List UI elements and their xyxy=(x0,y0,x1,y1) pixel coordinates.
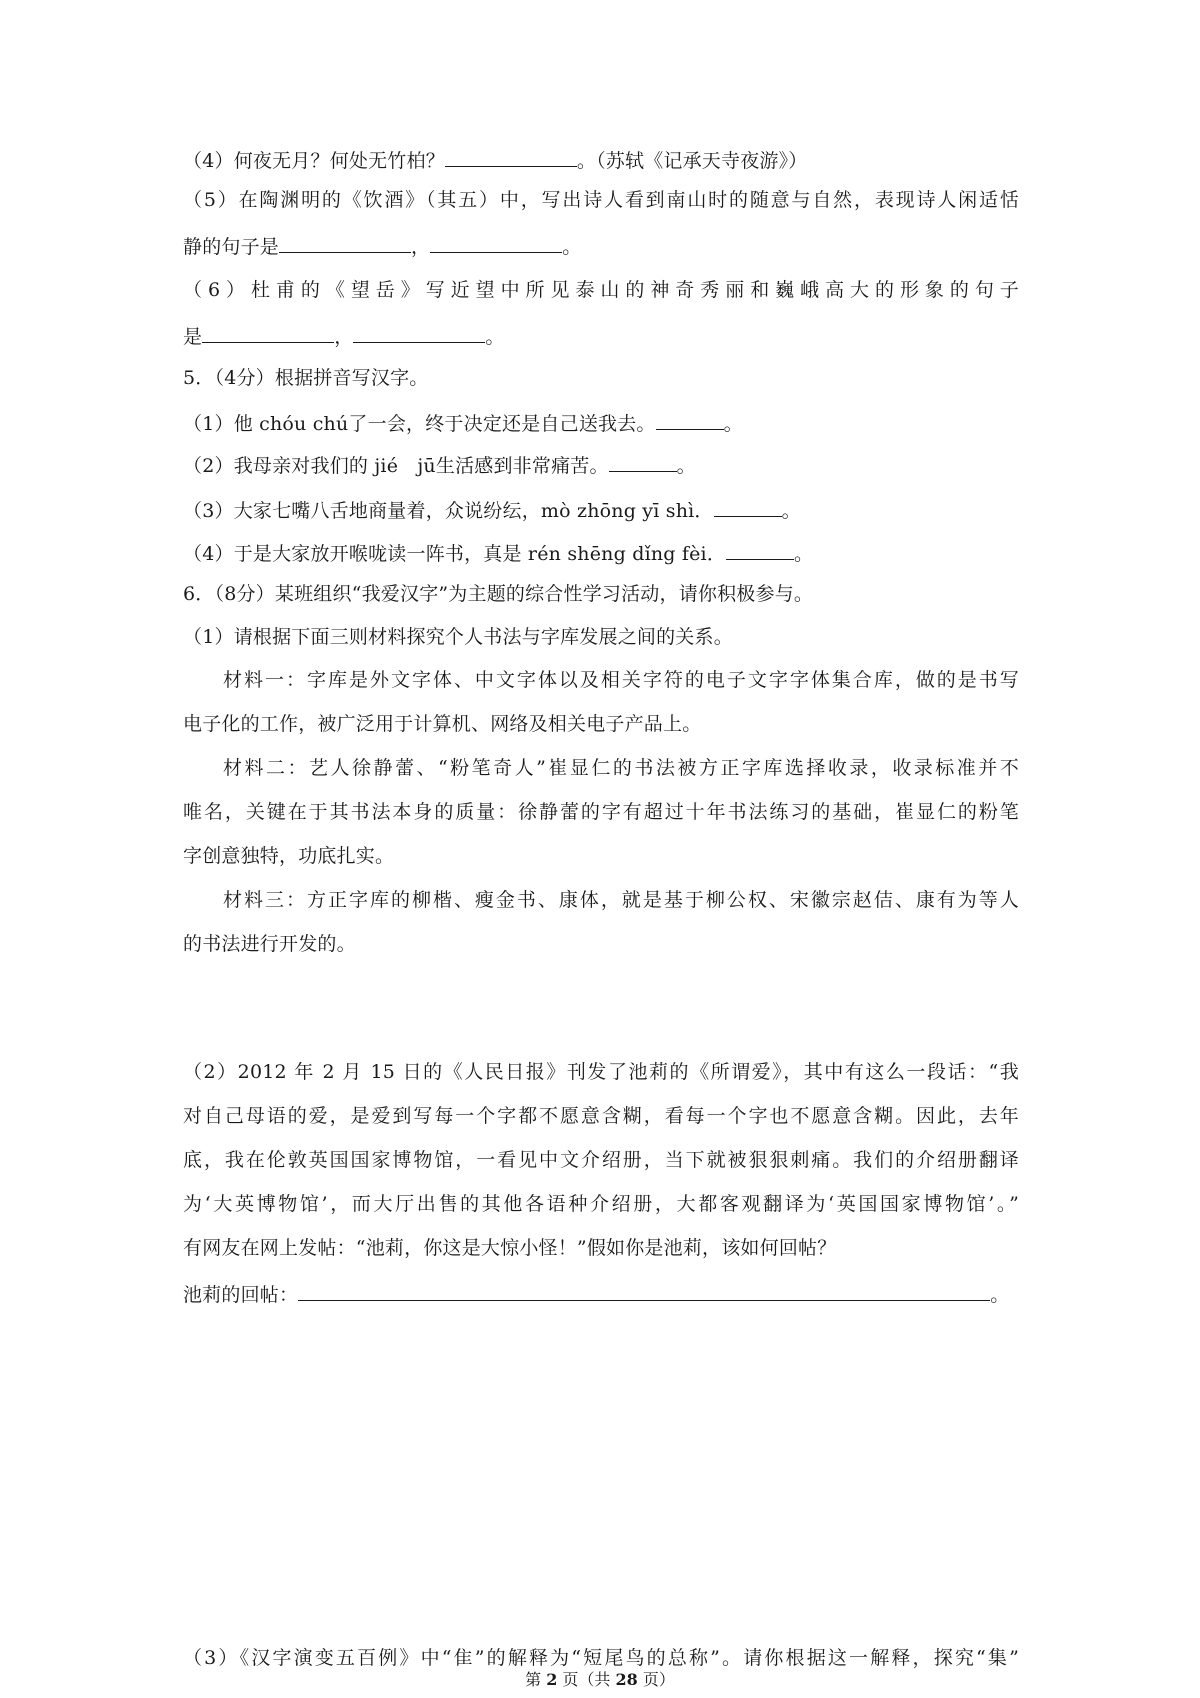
page-total: 28 xyxy=(615,1670,638,1689)
item-text: 。 xyxy=(485,326,505,348)
item-text: 。 xyxy=(794,543,814,565)
question-5-title: 5．（4分）根据拼音写汉字。 xyxy=(183,367,429,389)
answer-blank[interactable] xyxy=(609,451,677,472)
item-text: 。 xyxy=(676,455,696,477)
item-text: 。 xyxy=(990,1284,1010,1306)
q5-item-4 xyxy=(183,539,813,566)
q6-part-2-line4: 为‘大英博物馆’，而大厅出售的其他各语种介绍册，大都客观翻译为‘英国国家博物馆’。” xyxy=(183,1193,1019,1215)
item-text: （2）我母亲对我们的 jié jū生活感到非常痛苦。 xyxy=(183,455,609,477)
page-number: 2 xyxy=(546,1670,558,1689)
item-text: 。 xyxy=(723,413,743,435)
material-1-line1: 材料一：字库是外文字体、中文字体以及相关字符的电子文字字体集合库，做的是书写 xyxy=(223,669,1019,691)
answer-blank[interactable] xyxy=(353,322,485,343)
material-3-line1: 材料三：方正字库的柳楷、瘦金书、康体，就是基于柳公权、宋徽宗赵佶、康有为等人 xyxy=(223,889,1019,911)
answer-blank[interactable] xyxy=(714,496,782,517)
answer-blank[interactable] xyxy=(279,232,411,253)
reply-line xyxy=(183,1280,1009,1307)
material-2-line1: 材料二：艺人徐静蕾、“粉笔奇人”崔显仁的书法被方正字库选择收录，收录标准并不 xyxy=(223,757,1019,779)
item-text: 静的句子是 xyxy=(183,236,280,258)
q5-item-3 xyxy=(183,496,801,523)
q5-item-1 xyxy=(183,409,743,436)
item-text: 是 xyxy=(183,326,203,348)
item-text: （4）何夜无月？何处无竹柏？ xyxy=(183,150,445,172)
reply-label: 池莉的回帖： xyxy=(183,1284,299,1306)
item-text: （3）大家七嘴八舌地商量着，众说纷纭，mò zhōng yī shì． xyxy=(183,500,714,522)
answer-blank[interactable] xyxy=(726,539,794,560)
q6-part-1: （1）请根据下面三则材料探究个人书法与字库发展之间的关系。 xyxy=(183,626,733,648)
item-text: 。（苏轼《记承天寺夜游》） xyxy=(576,150,808,172)
q4-item-4 xyxy=(183,146,808,173)
reply-blank[interactable] xyxy=(298,1280,990,1301)
q6-part-2-line2: 对自己母语的爱，是爱到写每一个字都不愿意含糊，看每一个字也不愿意含糊。因此，去年 xyxy=(183,1105,1019,1127)
material-2-line3: 字创意独特，功底扎实。 xyxy=(183,845,395,867)
answer-blank[interactable] xyxy=(656,409,724,430)
q4-item-6-line2 xyxy=(183,322,505,349)
item-text: （1）他 chóu chú了一会，终于决定还是自己送我去。 xyxy=(183,413,656,435)
answer-blank[interactable] xyxy=(445,146,577,167)
material-3-line2: 的书法进行开发的。 xyxy=(183,933,356,955)
item-text: 。 xyxy=(781,500,801,522)
q4-item-5-line1: （5）在陶渊明的《饮酒》（其五）中，写出诗人看到南山时的随意与自然，表现诗人闲适恬 xyxy=(183,189,1019,211)
q4-item-5-line2 xyxy=(183,232,581,259)
answer-blank[interactable] xyxy=(430,232,562,253)
q5-item-2 xyxy=(183,451,696,478)
material-1-line2: 电子化的工作，被广泛用于计算机、网络及相关电子产品上。 xyxy=(183,713,702,735)
item-text: （4）于是大家放开喉咙读一阵书，真是 rén shēng dǐng fèi． xyxy=(183,543,727,565)
page-footer: 第 2 页（共 28 页） xyxy=(525,1670,675,1689)
q6-part-2-line3: 底，我在伦敦英国国家博物馆，一看见中文介绍册，当下就被狠狠刺痛。我们的介绍册翻译 xyxy=(183,1149,1019,1171)
q4-item-6-line1: （6）杜甫的《望岳》写近望中所见泰山的神奇秀丽和巍峨高大的形象的句子 xyxy=(183,279,1019,301)
item-text: ， xyxy=(411,236,431,258)
q6-part-3-line1: （3）《汉字演变五百例》中“隹”的解释为“短尾鸟的总称”。请你根据这一解释，探究“集” xyxy=(183,1647,1019,1669)
item-text: ， xyxy=(334,326,354,348)
question-6-title: 6．（8分）某班组织“我爱汉字”为主题的综合性学习活动，请你积极参与。 xyxy=(183,583,814,605)
item-text: 。 xyxy=(562,236,582,258)
q6-part-2-line1: （2）2012 年 2 月 15 日的《人民日报》刊发了池莉的《所谓爱》，其中有这么一段话：“我 xyxy=(183,1061,1019,1083)
material-2-line2: 唯名，关键在于其书法本身的质量：徐静蕾的字有超过十年书法练习的基础，崔显仁的粉笔 xyxy=(183,801,1019,823)
q6-part-2-line5: 有网友在网上发帖：“池莉，你这是大惊小怪！”假如你是池莉，该如何回帖？ xyxy=(183,1237,837,1259)
answer-blank[interactable] xyxy=(202,322,334,343)
